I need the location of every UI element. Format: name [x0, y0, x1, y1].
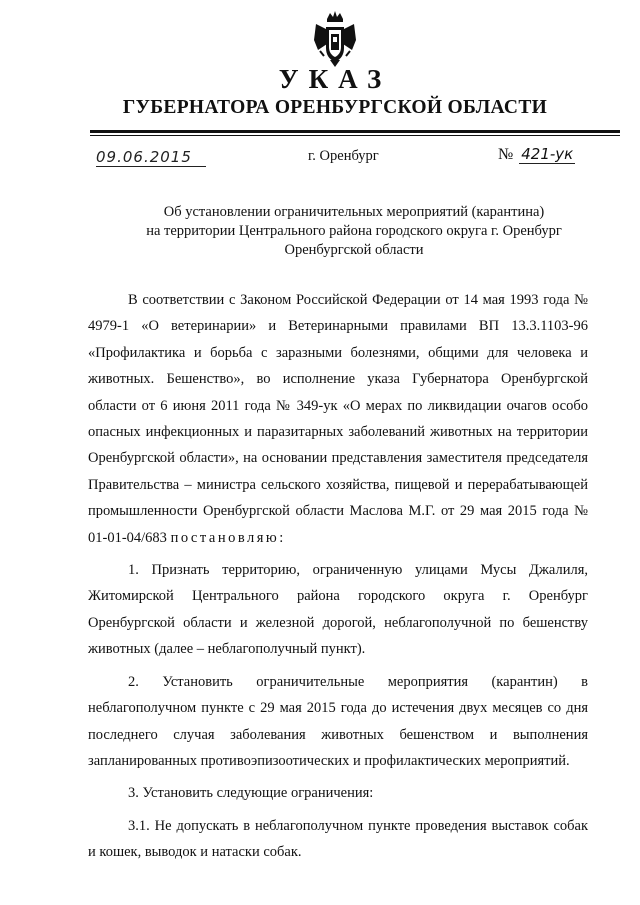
heading-line: на территории Центрального района городского округа г. Оренбург — [146, 223, 562, 239]
orenburg-coat-of-arms-icon — [312, 10, 358, 68]
document-title: УКАЗ — [278, 64, 392, 94]
decree-date: 09.06.2015 — [96, 148, 206, 167]
document-issuer: ГУБЕРНАТОРА ОРЕНБУРГСКОЙ ОБЛАСТИ — [122, 97, 548, 118]
header-divider-thick — [90, 130, 620, 133]
decree-heading — [120, 203, 588, 260]
decree-body — [88, 287, 588, 866]
heading-line: Об установлении ограничительных мероприятий (карантина) — [163, 204, 545, 220]
item-1-paragraph: 1. Признать территорию, ограниченную улицами Мусы Джалиля, Житомирской Центрального района городского округа г. Оренбург Оренбургской области и железной дорогой, неблагополучной по бешенству животных (далее – неблагополучный пункт). — [88, 562, 588, 658]
preamble-paragraph — [88, 287, 588, 551]
header-divider-thin — [90, 135, 620, 136]
item-2-paragraph: 2. Установить ограничительные мероприятия (карантин) в неблагополучном пункте с 29 мая 2015 года до истечения двух месяцев со дня последнего случая заболевания животных бешенством и выполнения запланированных противоэпизоотических и профилактических мероприятий. — [88, 673, 588, 769]
number-sign: № — [498, 146, 514, 163]
heading-line: Оренбургской области — [284, 242, 424, 258]
decree-number — [498, 145, 575, 164]
decree-city: г. Оренбург — [308, 148, 379, 164]
number-value: 421-ук — [521, 145, 574, 163]
preamble-text: В соответствии с Законом Российской Федерации от 14 мая 1993 года № 4979-1 «О ветеринарии» и Ветеринарными правилами ВП 13.3.1103-96 «Профилактика и борьба с заразными болезнями, общими для человека и животных. Бешенство», во исполнение указа Губернатора Оренбургской области от 6 июня 2011 года № 349-ук «О мерах по ликвидации очагов особо опасных инфекционных и паразитарных заболеваний животных на территории Оренбургской области», на основании представления заместителя председателя Правительства – министра сельского хозяйства, пищевой и перерабатывающей промышленности Оренбургской области Маслова М.Г. от 29 мая 2015 года № 01-01-04/683 — [88, 292, 588, 546]
item-3-paragraph: 3. Установить следующие ограничения: — [128, 785, 374, 802]
decree-word: постановляю: — [170, 529, 286, 546]
item-3-1-paragraph: 3.1. Не допускать в неблагополучном пункте проведения выставок собак и кошек, выводок и натаски собак. — [88, 817, 588, 861]
